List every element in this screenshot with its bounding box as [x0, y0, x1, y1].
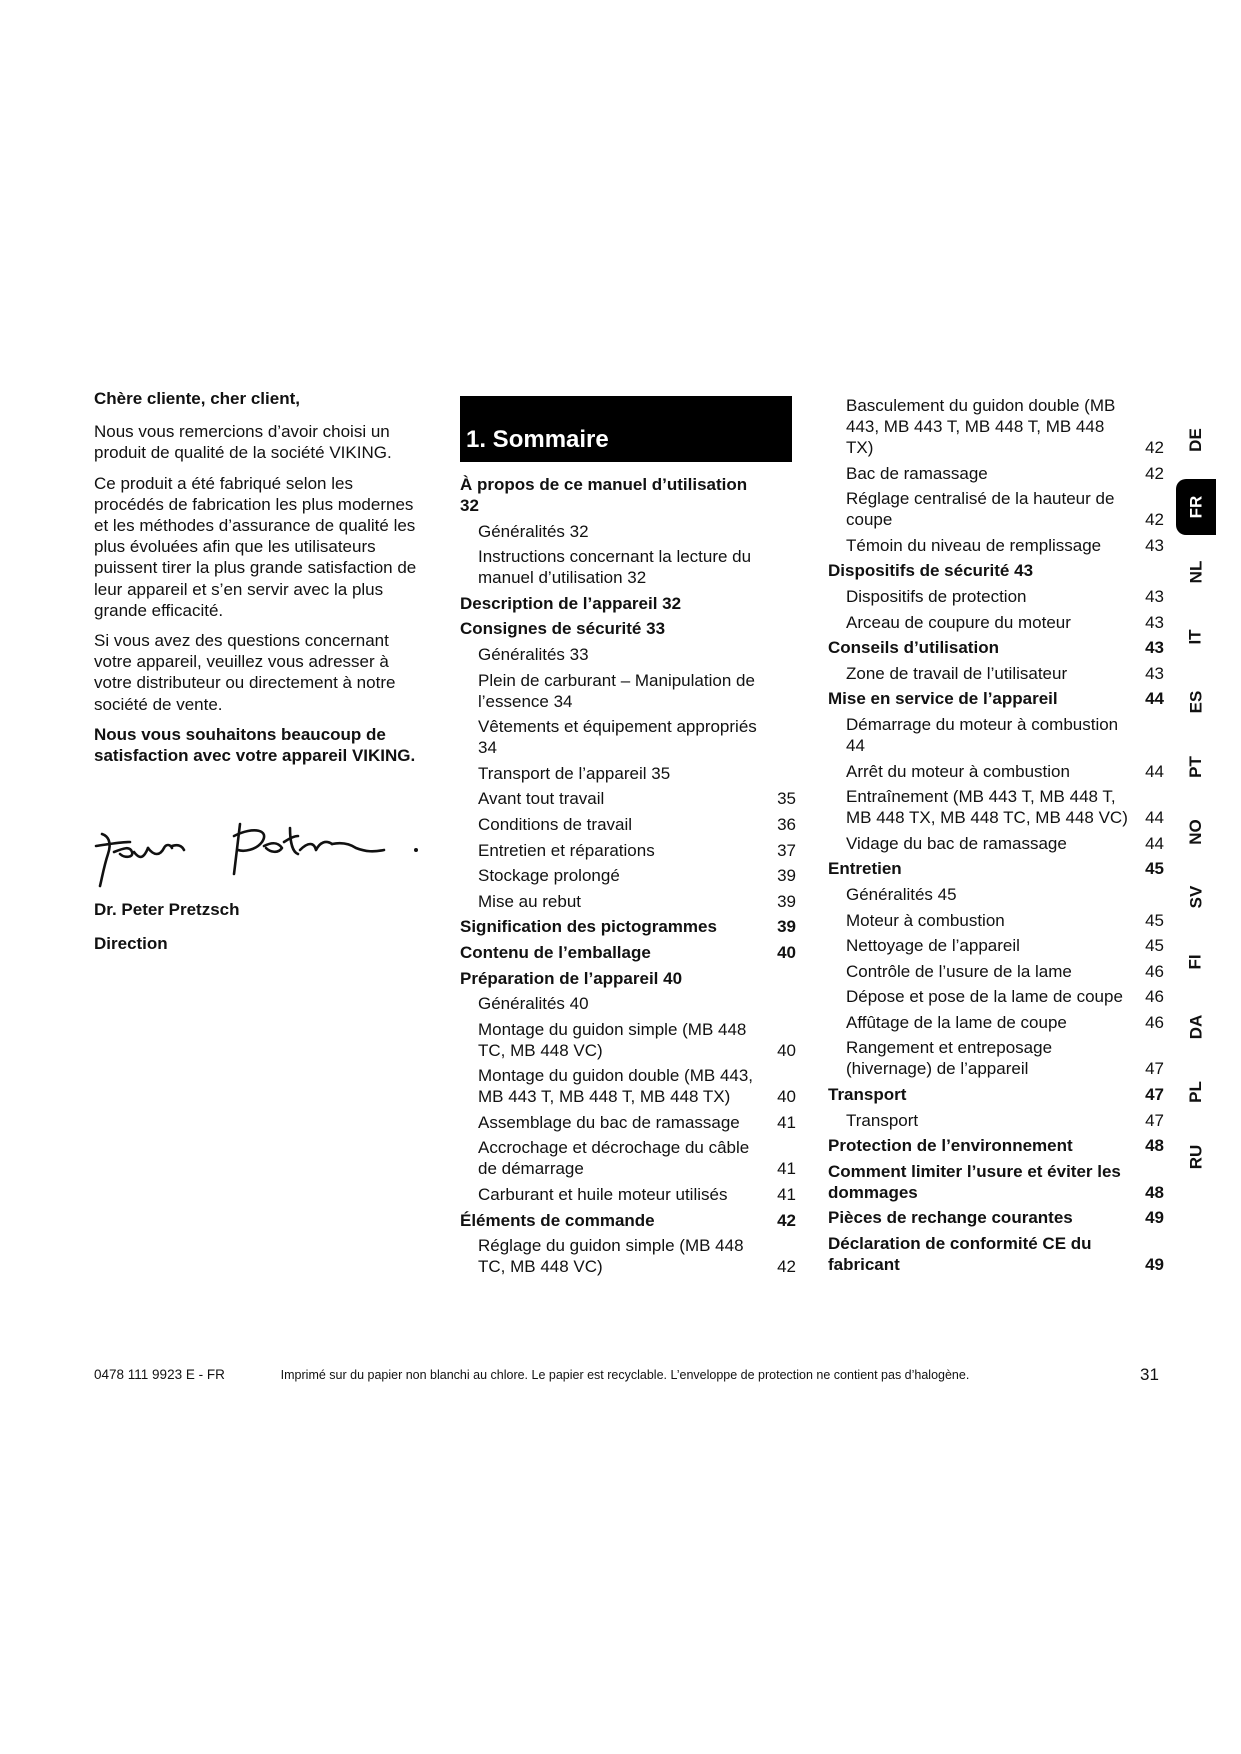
- language-tab-nl[interactable]: [1176, 544, 1216, 600]
- toc-entry-title: Basculement du guidon double (MB 443, MB 443 T, MB 448 T, MB 448 TX): [846, 396, 1116, 457]
- language-tab-label: PT: [1185, 756, 1205, 778]
- toc-entry: [828, 488, 1164, 530]
- toc-entry-page: 43: [1145, 535, 1164, 555]
- toc-entry: [460, 814, 796, 835]
- toc-entry: [828, 714, 1164, 756]
- toc-entry-title: Plein de carburant – Manipulation de l’essence 34: [478, 670, 755, 711]
- toc-entry-page: 36: [777, 814, 796, 834]
- toc-entry-page: 44: [1145, 689, 1164, 709]
- toc-entry: [828, 463, 1164, 484]
- language-tab-label: DE: [1186, 428, 1205, 452]
- toc-entry-title: Consignes de sécurité 33: [460, 619, 666, 639]
- toc-entry-page: 35: [777, 789, 796, 809]
- toc-entry-page: 41: [777, 1112, 796, 1132]
- toc-entry: [828, 858, 1164, 879]
- language-tab-es[interactable]: [1176, 674, 1216, 730]
- toc-entry-page: 43: [1145, 612, 1164, 632]
- toc-entry-page: 39: [777, 891, 796, 911]
- toc-entry: [460, 993, 796, 1014]
- toc-entry-page: 45: [1145, 910, 1164, 930]
- intro-paragraph-3: Si vous avez des questions concernant votre appareil, veuillez vous adresser à votre distributeur ou directement à notre société de vente.: [94, 631, 396, 714]
- document-code: 0478 111 9923 E - FR: [94, 1367, 225, 1382]
- toc-entry-title: Généralités 40: [478, 994, 589, 1014]
- toc-entry: [828, 1233, 1164, 1275]
- toc-entry: [460, 865, 796, 886]
- toc-entry: [460, 788, 796, 809]
- toc-entry-page: 49: [1145, 1255, 1164, 1275]
- toc-entry-page: 42: [777, 1257, 796, 1277]
- toc-title: 1. Sommaire: [460, 396, 792, 462]
- toc-entry-title: Zone de travail de l’utilisateur: [846, 663, 1068, 683]
- toc-entry: [828, 786, 1164, 828]
- toc-entry-title: Stockage prolongé: [478, 866, 620, 886]
- toc-entry: [828, 688, 1164, 709]
- signer-name: Dr. Peter Pretzsch: [94, 900, 240, 919]
- toc-entry-title: Description de l’appareil 32: [460, 593, 682, 613]
- toc-entry-title: Généralités 45: [846, 884, 957, 904]
- toc-entry: [828, 833, 1164, 854]
- toc-entry: [460, 1235, 796, 1277]
- language-tab-fr[interactable]: [1176, 479, 1216, 535]
- toc-entry: [460, 1137, 796, 1179]
- toc-entry-title: Contenu de l’emballage: [460, 942, 651, 962]
- toc-entry: [460, 1184, 796, 1205]
- toc-entry-title: Transport: [828, 1085, 907, 1105]
- greeting: Chère cliente, cher client,: [94, 389, 300, 408]
- language-tab-label: DA: [1186, 1014, 1205, 1040]
- toc-entry: [460, 763, 796, 784]
- toc-entry-title: Moteur à combustion: [846, 910, 1005, 930]
- intro-paragraph-4: Nous vous souhaitons beaucoup de satisfaction avec votre appareil VIKING.: [94, 724, 416, 766]
- language-tabs: [1176, 396, 1216, 1176]
- toc-entry-page: 44: [1145, 808, 1164, 828]
- toc-entry-page: 42: [1145, 463, 1164, 483]
- toc-entry-title: Carburant et huile moteur utilisés: [478, 1185, 728, 1205]
- toc-entry: [828, 535, 1164, 556]
- language-tab-fi[interactable]: [1176, 934, 1216, 990]
- toc-entry: [460, 521, 796, 542]
- toc-entry-page: 47: [1145, 1059, 1164, 1079]
- toc-entry-title: Pièces de rechange courantes: [828, 1208, 1073, 1228]
- toc-entry-title: Rangement et entreposage (hivernage) de l’appareil: [846, 1038, 1053, 1079]
- intro-paragraph-1: Nous vous remercions d’avoir choisi un produit de qualité de la société VIKING.: [94, 422, 392, 463]
- toc-entry: [460, 968, 796, 989]
- toc-entry: [460, 1210, 796, 1231]
- toc-entry-title: Arrêt du moteur à combustion: [846, 761, 1070, 781]
- toc-entry-page: 45: [1145, 936, 1164, 956]
- toc-entry-title: Montage du guidon simple (MB 448 TC, MB 448 VC): [478, 1019, 747, 1060]
- handwritten-signature: [94, 812, 434, 890]
- toc-entry-page: 44: [1145, 833, 1164, 853]
- language-tab-label: FI: [1185, 954, 1205, 970]
- toc-entry: [828, 395, 1164, 458]
- intro-paragraph-2: Ce produit a été fabriqué selon les procédés de fabrication les plus modernes et les méthodes d’assurance de qualité les plus évoluées afin que les utilisateurs puissent tirer la plus grande satisfaction de leur appareil et s’en servir avec la plus grande efficacité.: [94, 473, 417, 620]
- toc-entry-title: Vêtements et équipement appropriés 34: [478, 717, 757, 758]
- language-tab-pl[interactable]: [1176, 1064, 1216, 1120]
- toc-entry-title: Protection de l’environnement: [828, 1136, 1073, 1156]
- toc-entry: [828, 884, 1164, 905]
- toc-entry-page: 40: [777, 1040, 796, 1060]
- toc-entry: [460, 1019, 796, 1061]
- toc-entry: [460, 716, 796, 758]
- toc-entry-title: Transport de l’appareil 35: [478, 763, 671, 783]
- toc-entry-title: Réglage centralisé de la hauteur de coupe: [846, 489, 1115, 530]
- toc-entry-page: 48: [1145, 1182, 1164, 1202]
- language-tab-label: NL: [1185, 560, 1205, 584]
- toc-column-1: [460, 474, 796, 1282]
- toc-entry: [460, 840, 796, 861]
- toc-entry-title: Transport: [846, 1110, 919, 1130]
- signer-role: Direction: [94, 934, 168, 953]
- toc-entry: [460, 474, 796, 516]
- toc-entry-title: Signification des pictogrammes: [460, 917, 717, 937]
- toc-entry-title: Préparation de l’appareil 40: [460, 968, 683, 988]
- toc-entry: [828, 1037, 1164, 1079]
- toc-entry: [460, 1065, 796, 1107]
- language-tab-no[interactable]: [1176, 804, 1216, 860]
- toc-entry: [828, 910, 1164, 931]
- toc-entry-title: Contrôle de l’usure de la lame: [846, 961, 1072, 981]
- toc-entry-page: 47: [1145, 1110, 1164, 1130]
- toc-entry-title: Dispositifs de protection: [846, 586, 1027, 606]
- toc-entry-page: 46: [1145, 987, 1164, 1007]
- toc-entry: [828, 961, 1164, 982]
- toc-entry-title: Entraînement (MB 443 T, MB 448 T, MB 448 TX, MB 448 TC, MB 448 VC): [846, 787, 1128, 828]
- toc-entry-page: 43: [1145, 663, 1164, 683]
- toc-entry-page: 44: [1145, 761, 1164, 781]
- toc-entry: [828, 1207, 1164, 1228]
- toc-entry: [828, 612, 1164, 633]
- toc-entry-title: À propos de ce manuel d’utilisation 32: [460, 475, 748, 515]
- toc-entry-page: 39: [777, 866, 796, 886]
- language-tab-de[interactable]: [1176, 412, 1216, 468]
- toc-entry-page: 46: [1145, 1012, 1164, 1032]
- toc-entry-title: Réglage du guidon simple (MB 448 TC, MB 448 VC): [478, 1236, 744, 1277]
- language-tab-pt[interactable]: [1176, 739, 1216, 795]
- paper-note: Imprimé sur du papier non blanchi au chlore. Le papier est recyclable. L’enveloppe de protection ne contient pas d’halogène.: [280, 1368, 970, 1382]
- toc-entry: [460, 546, 796, 588]
- toc-entry-page: 40: [777, 1087, 796, 1107]
- language-tab-label: FR: [1185, 495, 1205, 519]
- toc-entry-page: 39: [777, 917, 796, 937]
- toc-entry-page: 43: [1145, 638, 1164, 658]
- toc-entry: [460, 916, 796, 937]
- toc-entry-title: Conseils d’utilisation: [828, 638, 999, 658]
- toc-entry-page: 41: [777, 1185, 796, 1205]
- language-tab-sv[interactable]: [1176, 869, 1216, 925]
- toc-entry-title: Mise au rebut: [478, 891, 581, 911]
- toc-entry-title: Conditions de travail: [478, 814, 633, 834]
- language-tab-ru[interactable]: [1176, 1129, 1216, 1185]
- toc-entry-title: Témoin du niveau de remplissage: [846, 535, 1102, 555]
- language-tab-label: ES: [1186, 690, 1205, 714]
- toc-column-2: [828, 395, 1164, 1280]
- toc-entry-title: Nettoyage de l’appareil: [846, 936, 1020, 956]
- toc-entry: [828, 637, 1164, 658]
- toc-entry: [828, 1161, 1164, 1203]
- language-tab-label: RU: [1186, 1144, 1205, 1170]
- toc-entry-page: 45: [1145, 859, 1164, 879]
- toc-entry: [460, 618, 796, 639]
- toc-entry-title: Arceau de coupure du moteur: [846, 612, 1071, 632]
- language-tab-da[interactable]: [1176, 999, 1216, 1055]
- toc-entry-title: Dépose et pose de la lame de coupe: [846, 987, 1123, 1007]
- toc-entry-page: 40: [777, 942, 796, 962]
- toc-entry: [460, 644, 796, 665]
- toc-entry: [828, 1012, 1164, 1033]
- toc-entry-page: 41: [777, 1159, 796, 1179]
- toc-entry-title: Éléments de commande: [460, 1210, 655, 1230]
- toc-entry-page: 37: [777, 840, 796, 860]
- toc-entry-title: Vidage du bac de ramassage: [846, 833, 1067, 853]
- toc-entry-title: Généralités 32: [478, 521, 589, 541]
- language-tab-label: NO: [1186, 819, 1205, 845]
- toc-entry-title: Déclaration de conformité CE du fabricant: [828, 1234, 1092, 1275]
- toc-entry-page: 42: [1145, 510, 1164, 530]
- toc-entry-title: Dispositifs de sécurité 43: [828, 561, 1034, 581]
- toc-entry-page: 47: [1145, 1085, 1164, 1105]
- toc-entry-title: Généralités 33: [478, 644, 589, 664]
- toc-entry: [828, 560, 1164, 581]
- toc-entry: [828, 1084, 1164, 1105]
- toc-entry-title: Instructions concernant la lecture du manuel d’utilisation 32: [478, 547, 752, 588]
- toc-entry-title: Démarrage du moteur à combustion 44: [846, 714, 1119, 755]
- toc-entry-title: Comment limiter l’usure et éviter les dommages: [828, 1161, 1121, 1202]
- toc-entry-title: Bac de ramassage: [846, 463, 988, 483]
- toc-entry-page: 42: [1145, 438, 1164, 457]
- page-number: 31: [1140, 1365, 1159, 1384]
- toc-entry: [460, 942, 796, 963]
- toc-entry: [828, 761, 1164, 782]
- toc-entry-title: Accrochage et décrochage du câble de démarrage: [478, 1138, 750, 1179]
- toc-entry-page: 46: [1145, 961, 1164, 981]
- toc-entry: [828, 986, 1164, 1007]
- toc-entry: [460, 891, 796, 912]
- toc-entry-title: Entretien: [828, 859, 902, 879]
- toc-entry-page: 42: [777, 1210, 796, 1230]
- toc-entry-title: Mise en service de l’appareil: [828, 689, 1058, 709]
- language-tab-label: IT: [1185, 629, 1205, 645]
- toc-entry: [828, 586, 1164, 607]
- toc-entry-title: Affûtage de la lame de coupe: [846, 1012, 1067, 1032]
- language-tab-label: SV: [1186, 885, 1205, 909]
- toc-entry: [828, 663, 1164, 684]
- language-tab-it[interactable]: [1176, 609, 1216, 665]
- toc-entry: [460, 593, 796, 614]
- toc-entry-title: Montage du guidon double (MB 443, MB 443 T, MB 448 T, MB 448 TX): [478, 1066, 754, 1107]
- toc-entry: [828, 935, 1164, 956]
- toc-entry-page: 49: [1145, 1208, 1164, 1228]
- intro-letter: [94, 388, 424, 775]
- toc-entry: [460, 670, 796, 712]
- toc-entry-page: 43: [1145, 586, 1164, 606]
- toc-entry: [828, 1110, 1164, 1131]
- toc-entry: [460, 1112, 796, 1133]
- toc-entry: [828, 1135, 1164, 1156]
- toc-entry-title: Avant tout travail: [478, 789, 605, 809]
- language-tab-label: PL: [1185, 1081, 1205, 1103]
- toc-entry-title: Assemblage du bac de ramassage: [478, 1112, 740, 1132]
- toc-entry-title: Entretien et réparations: [478, 840, 655, 860]
- toc-entry-page: 48: [1145, 1136, 1164, 1156]
